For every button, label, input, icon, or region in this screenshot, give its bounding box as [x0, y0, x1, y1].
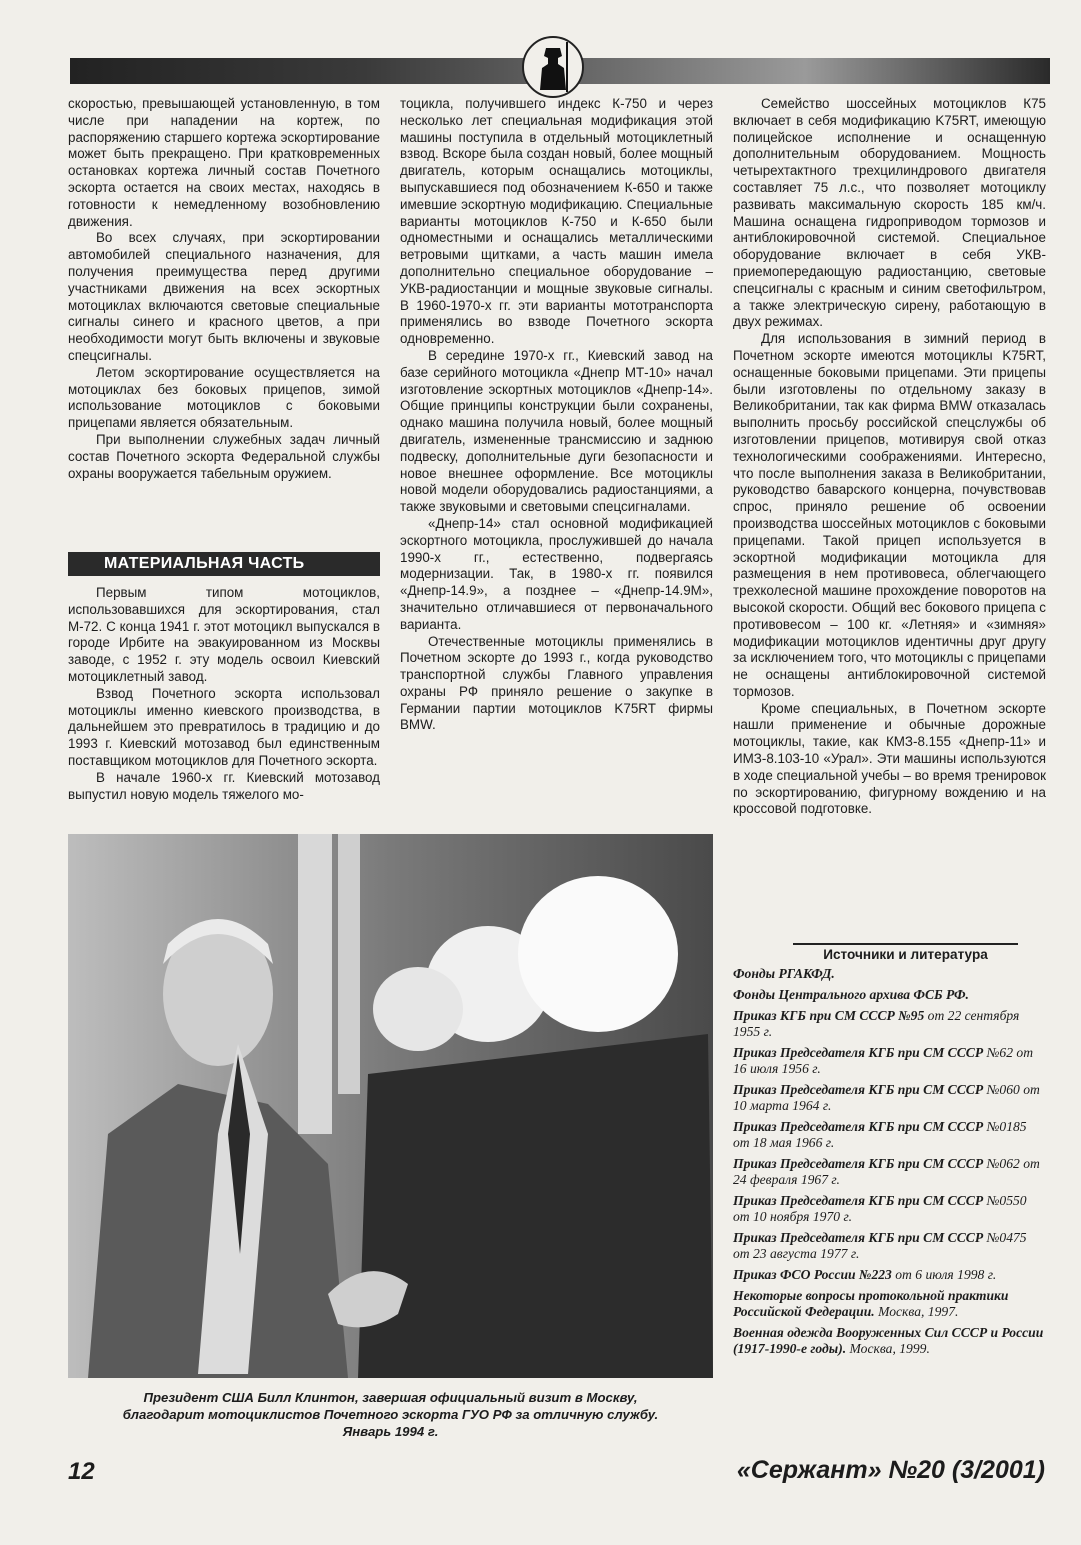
column-2	[400, 96, 713, 734]
source-title: Приказ Председателя КГБ при СМ СССР	[733, 1230, 984, 1245]
source-item	[733, 1156, 1046, 1188]
source-title: Приказ Председателя КГБ при СМ СССР	[733, 1045, 984, 1060]
paragraph: «Днепр-14» стал основной модификацией эскортного мотоцикла, прослужившей до начала 1990-х гг., естественно, подвергаясь модернизации. Так, в 1980-х гг. появился «Днепр-14.9», а позднее – «Днепр-14.9М», значительно отличавшиеся от первоначального варианта.	[400, 515, 713, 632]
source-title: Военная одежда Вооруженных Сил СССР и России (1917-1990-е годы).	[733, 1325, 1044, 1356]
paragraph: Первым типом мотоциклов, использовавшихся для эскортирования, стал М-72. С конца 1941 г. этот мотоцикл выпускался в городе Ирбите на эвакуированном из Москвы заводе, с 1952 г. эту модель освоил Киевский мотоциклетный завод.	[68, 585, 380, 684]
photo-caption: Президент США Билл Клинтон, завершая официальный визит в Москву, благодарит мотоциклистов Почетного эскорта ГУО РФ за отличную службу. Январь 1994 г.	[122, 1390, 659, 1439]
source-item	[733, 1119, 1046, 1151]
paragraph: В середине 1970-х гг., Киевский завод на базе серийного мотоцикла «Днепр МТ-10» начал изготовление эскортных мотоциклов «Днепр-14». Общие принципы конструкции были сохранены, однако машина получила новый, более мощный двигатель, измененные трансмиссию и заднюю подвеску, дополнительные дуги безопасности и новое внешнее оформление. Все мотоциклы новой модели оборудовались радиостанциями, а также звуковыми и световыми спецсигналами.	[400, 347, 713, 515]
source-detail: от 22 сентября 1955 г.	[733, 1008, 1020, 1039]
source-detail: Москва, 1997.	[878, 1304, 959, 1319]
source-detail: №060 от 10 марта 1964 г.	[733, 1082, 1040, 1113]
source-detail: №0475 от 23 августа 1977 г.	[733, 1230, 1027, 1261]
source-item	[733, 1230, 1046, 1262]
soldier-silhouette-icon	[520, 34, 586, 100]
source-detail: Москва, 1999.	[849, 1341, 930, 1356]
paragraph: Для использования в зимний период в Почетном эскорте имеются мотоциклы K75RT, оснащенные боковыми прицепами. Эти прицепы были изготовлены по отдельному заказу в Великобритании, так как фирма BMW отказалась выполнить просьбу российской спецслужбы об изготовлении прицепов, мотивируя свой отказ технологическими соображениями. Интересно, что после выполнения заказа в Великобритании, руководство баварского концерна, почувствовав спрос, приняло решение об освоении производства шоссейных мотоциклов с боковыми прицепами. Такой прицеп используется в эскортной модификации мотоцикла для размещения в нем противовеса, облегчающего трехколесной машине прохождение поворотов на высокой скорости. Общий вес бокового прицепа с противовесом – 100 кг. «Летняя» и «зимняя» модификации мотоциклов идентичны друг другу за исключением того, что мотоциклы с прицепами не оснащены антиблокировочной системой тормозов.	[733, 331, 1046, 699]
source-item	[733, 1008, 1046, 1040]
source-item	[733, 1267, 1046, 1283]
paragraph: Отечественные мотоциклы применялись в Почетном эскорте до 1993 г., когда руководство транспортной службы Главного управления охраны РФ приняло решение о закупке в Германии партии мотоциклов K75RT фирмы BMW.	[400, 633, 713, 733]
paragraph: Во всех случаях, при эскортировании автомобилей специального назначения, для получения преимущества перед другими участниками движения на всех эскортных мотоциклах включаются световые специальные сигналы синего и красного цветов, а при необходимости могут быть включены и звуковые спецсигналы.	[68, 230, 380, 363]
source-item	[733, 1325, 1046, 1357]
source-title: Приказ КГБ при СМ СССР №95	[733, 1008, 925, 1023]
paragraph: Семейство шоссейных мотоциклов К75 включает в себя модификацию K75RT, имеющую полицейское исполнение и оснащенную дополнительным оборудованием. Мощность четырехтактного трехцилиндрового двигателя составляет 75 л.с., что позволяет мотоциклу развивать максимальную скорость 185 км/ч. Машина оснащена гидроприводом тормозов и антиблокировочной системой. Специальное оборудование включает в себя УКВ-приемопередающую радиостанцию, световые спецсигналы с красным и синим светофильтром, а также электрическую сирену, работающую в двух режимах.	[733, 96, 1046, 330]
source-detail: №062 от 24 февраля 1967 г.	[733, 1156, 1040, 1187]
source-title: Фонды Центрального архива ФСБ РФ.	[733, 987, 969, 1002]
source-title: Приказ Председателя КГБ при СМ СССР	[733, 1119, 984, 1134]
source-detail: №0185 от 18 мая 1966 г.	[733, 1119, 1027, 1150]
section-heading: МАТЕРИАЛЬНАЯ ЧАСТЬ	[68, 552, 380, 576]
source-item	[733, 1288, 1046, 1320]
source-detail: от 6 июля 1998 г.	[895, 1267, 997, 1282]
source-item	[733, 1045, 1046, 1077]
source-item	[733, 1193, 1046, 1225]
source-title: Приказ Председателя КГБ при СМ СССР	[733, 1193, 984, 1208]
source-detail: №0550 от 10 ноября 1970 г.	[733, 1193, 1027, 1224]
source-detail: №62 от 16 июля 1956 г.	[733, 1045, 1034, 1076]
page-number: 12	[68, 1458, 95, 1485]
source-title: Приказ ФСО России №223	[733, 1267, 892, 1282]
paragraph: В начале 1960-х гг. Киевский мотозавод выпустил новую модель тяжелого мо-	[68, 769, 380, 802]
column-3	[733, 96, 1046, 818]
source-item	[733, 966, 1046, 982]
paragraph: Кроме специальных, в Почетном эскорте нашли применение и обычные дорожные мотоциклы, такие, как КМЗ-8.155 «Днепр-11» и ИМЗ-8.103-10 «Урал». Эти машины используются в ходе специальной учебы – во время тренировок по эскортированию, фигурному вождению и на кроссовой подготовке.	[733, 700, 1046, 817]
source-title: Некоторые вопросы протокольной практики Российской Федерации.	[733, 1288, 1009, 1319]
paragraph: Летом эскортирование осуществляется на мотоциклах без боковых прицепов, зимой использование мотоциклов с боковыми прицепами является обязательным.	[68, 364, 380, 431]
source-title: Фонды РГАКФД.	[733, 966, 835, 981]
source-title: Приказ Председателя КГБ при СМ СССР	[733, 1156, 984, 1171]
source-title: Приказ Председателя КГБ при СМ СССР	[733, 1082, 984, 1097]
source-item	[733, 1082, 1046, 1114]
photo-clinton-handshake	[68, 834, 713, 1378]
sources-heading: Источники и литература	[793, 943, 1018, 962]
sources-list	[733, 966, 1046, 1362]
column-1	[68, 96, 380, 482]
source-item	[733, 987, 1046, 1003]
paragraph: При выполнении служебных задач личный состав Почетного эскорта Федеральной службы охраны вооружается табельным оружием.	[68, 431, 380, 481]
paragraph: скоростью, превышающей установленную, в том числе при нападении на кортеж, по распоряжению старшего кортежа эскортирование может быть прекращено. При кратковременных остановках кортежа личный состав Почетного эскорта остается на своих местах, находясь в готовности к немедленному возобновлению движения.	[68, 96, 380, 229]
magazine-issue: «Сержант» №20 (3/2001)	[736, 1456, 1045, 1484]
paragraph: Взвод Почетного эскорта использовал мотоциклы именно киевского производства, в дальнейшем это превратилось в традицию и до 1993 г. Киевский мотозавод был единственным поставщиком мотоциклов для Почетного эскорта.	[68, 685, 380, 768]
column-1-continued	[68, 585, 380, 803]
paragraph: тоцикла, получившего индекс К-750 и через несколько лет специальная модификация этой машины поступила в отдельный мотоциклетный взвод. Вскоре была создан новый, более мощный двигатель, которым оснащались мотоциклы, выпускавшиеся под обозначением К-650 и также имевшие эскортную модификацию. Специальные варианты мотоциклов К-750 и К-650 были одноместными и оснащались металлическими ветровыми щитками, а часть машин имела дополнительно специальное оборудование – УКВ-радиостанции и мощные звуковые сигналы. В 1960-1970-х гг. эти варианты мототранспорта применялись во взводе Почетного эскорта одновременно.	[400, 96, 713, 347]
